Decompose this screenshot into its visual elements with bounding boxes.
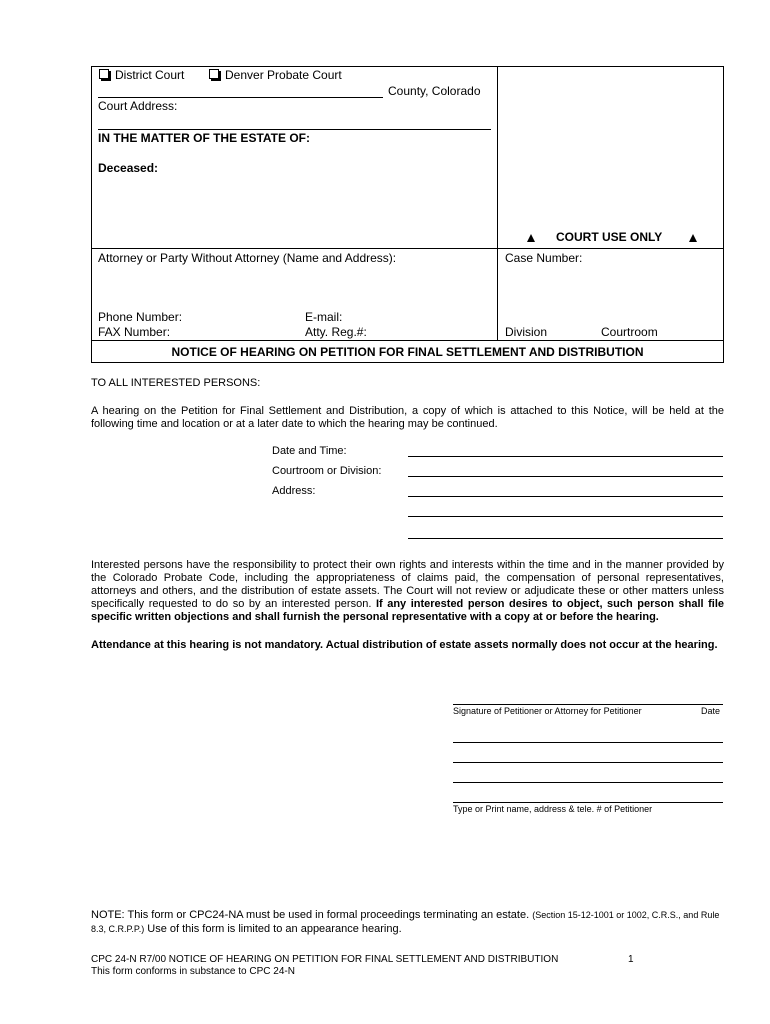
courtroom-division-label: Courtroom or Division: xyxy=(272,465,382,477)
courtroom-division-line[interactable] xyxy=(408,476,723,477)
address-line-3[interactable] xyxy=(408,538,723,539)
petitioner-info-line-4[interactable] xyxy=(453,802,723,803)
court-use-only-label: COURT USE ONLY xyxy=(556,230,663,244)
county-label: County, Colorado xyxy=(388,84,481,98)
court-address-line[interactable] xyxy=(98,129,491,130)
denver-probate-court-checkbox[interactable] xyxy=(209,69,219,79)
conforms-note: This form conforms in substance to CPC 24-N xyxy=(91,966,295,977)
atty-reg-label: Atty. Reg.#: xyxy=(305,325,367,339)
note-end: Use of this form is limited to an appearance hearing. xyxy=(147,923,402,935)
caption-box xyxy=(91,66,724,363)
caption-divider-vertical xyxy=(497,66,498,340)
date-time-line[interactable] xyxy=(408,456,723,457)
signature-line[interactable] xyxy=(453,704,723,705)
attendance-paragraph: Attendance at this hearing is not mandatory. Actual distribution of estate assets normally does not occur at the hearing. xyxy=(91,639,718,651)
district-court-label: District Court xyxy=(115,68,185,82)
email-label: E-mail: xyxy=(305,310,343,324)
address-line-1[interactable] xyxy=(408,496,723,497)
responsibility-text: Interested persons have the responsibility to protect their own rights and interests within the time and in the manner provided by the Colorado Probate Code, including the appropriateness of claims paid, the compensation of personal representatives, attorneys and others, and the distribution of estate assets. The Court will not review or adjudicate these or other matters unless specifically requested to do so by an interested person. xyxy=(91,559,724,610)
court-address-label: Court Address: xyxy=(98,99,178,113)
district-court-option[interactable] xyxy=(99,68,184,82)
petitioner-info-line-1[interactable] xyxy=(453,742,723,743)
caption-divider-1 xyxy=(91,248,724,249)
address-line-2[interactable] xyxy=(408,516,723,517)
district-court-checkbox[interactable] xyxy=(99,69,109,79)
note-main: NOTE: This form or CPC24-NA must be used in formal proceedings terminating an estate. xyxy=(91,909,530,921)
objection-text: If any interested person desires to object, such person shall file specific written objections and shall furnish the personal representative with a copy at or before the hearing. xyxy=(91,598,725,623)
denver-probate-court-label: Denver Probate Court xyxy=(225,68,342,82)
phone-label: Phone Number: xyxy=(98,310,183,324)
courtroom-label: Courtroom xyxy=(601,325,658,339)
estate-heading: IN THE MATTER OF THE ESTATE OF: xyxy=(98,131,310,145)
page-number: 1 xyxy=(628,954,634,965)
salutation: TO ALL INTERESTED PERSONS: xyxy=(91,377,261,389)
signature-date-label: Date xyxy=(701,706,721,716)
attorney-label: Attorney or Party Without Attorney (Name and Address): xyxy=(98,251,397,265)
petitioner-info-line-2[interactable] xyxy=(453,762,723,763)
signature-label: Signature of Petitioner or Attorney for Petitioner xyxy=(453,706,642,716)
note-citation: (Section 15-12-1001 or 1002, C.R.S., and Rule 8.3, C.R.P.P.) xyxy=(91,910,720,934)
note-paragraph xyxy=(91,908,726,936)
case-number-label: Case Number: xyxy=(505,251,583,265)
denver-probate-court-option[interactable] xyxy=(209,68,342,82)
print-name-label: Type or Print name, address & tele. # of Petitioner xyxy=(453,804,653,814)
fax-label: FAX Number: xyxy=(98,325,171,339)
division-label: Division xyxy=(505,325,548,339)
responsibility-paragraph xyxy=(91,559,724,624)
caption-divider-2 xyxy=(91,340,724,341)
court-use-only-row xyxy=(498,230,724,246)
county-name-line[interactable] xyxy=(98,97,383,98)
address-label: Address: xyxy=(272,485,316,497)
up-arrow-icon xyxy=(689,234,697,242)
form-id: CPC 24-N R7/00 NOTICE OF HEARING ON PETITION FOR FINAL SETTLEMENT AND DISTRIBUTION xyxy=(91,954,559,965)
form-title: NOTICE OF HEARING ON PETITION FOR FINAL SETTLEMENT AND DISTRIBUTION xyxy=(171,345,644,359)
date-time-label: Date and Time: xyxy=(272,445,347,457)
deceased-label: Deceased: xyxy=(98,161,159,175)
up-arrow-icon xyxy=(527,234,535,242)
petitioner-info-line-3[interactable] xyxy=(453,782,723,783)
intro-paragraph: A hearing on the Petition for Final Settlement and Distribution, a copy of which is attached to this Notice, will be held at the following time and location or at a later date to which the hearing may be continued. xyxy=(91,405,724,430)
